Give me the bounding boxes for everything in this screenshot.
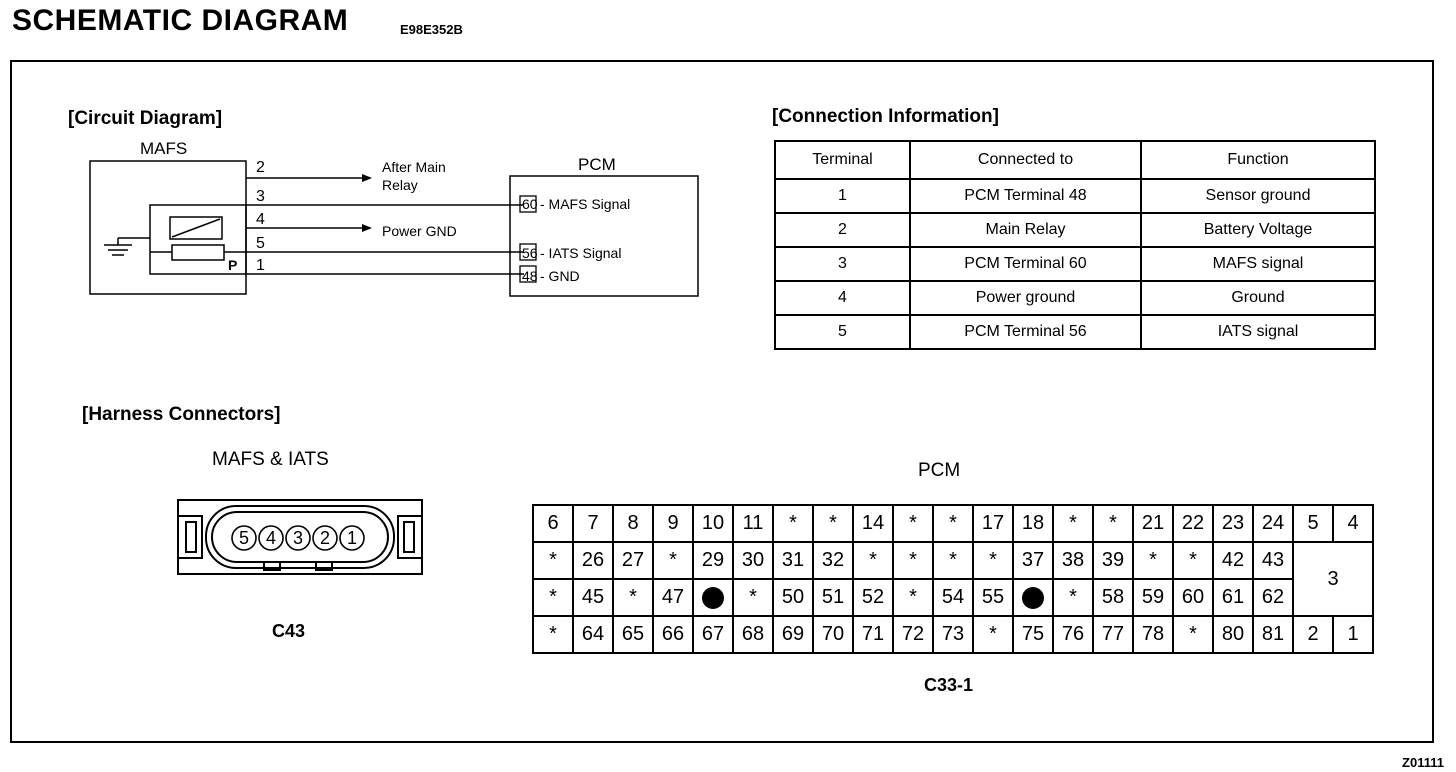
table-row: [775, 315, 1375, 349]
pcm-pin-cell: *: [533, 542, 573, 579]
pcm-terminal-48: 48: [522, 268, 538, 284]
pin-3-label: 3: [256, 188, 265, 205]
pcm-pin-cell: 2: [1293, 616, 1333, 653]
pcm-pin-cell: 31: [773, 542, 813, 579]
arrow-icon: [362, 174, 372, 182]
pcm-pin-cell: *: [853, 542, 893, 579]
pcm-pin-cell: 37: [1013, 542, 1053, 579]
pcm-pin-cell: 60: [1173, 579, 1213, 616]
pcm-pin-cell: 62: [1253, 579, 1293, 616]
p-label: P: [228, 257, 238, 273]
pcm-pin-cell: *: [933, 542, 973, 579]
column-header: Connected to: [910, 141, 1141, 179]
table-cell: 5: [775, 315, 910, 349]
pcm-pin-cell: 18: [1013, 505, 1053, 542]
pcm-pin-cell: 71: [853, 616, 893, 653]
table-cell: 2: [775, 213, 910, 247]
circuit-diagram: [0, 0, 720, 310]
pcm-pin-cell: 14: [853, 505, 893, 542]
mafs-connector-drawing: [170, 488, 430, 588]
pcm-pin-cell: 5: [1293, 505, 1333, 542]
pcm-pin-cell: 55: [973, 579, 1013, 616]
pin-label: 5: [238, 528, 250, 548]
pcm-pin-cell: 75: [1013, 616, 1053, 653]
pcm-pin-cell: 9: [653, 505, 693, 542]
pcm-pin-cell: 45: [573, 579, 613, 616]
power-gnd-label: Power GND: [382, 223, 457, 239]
pcm-pin-cell: 77: [1093, 616, 1133, 653]
table-cell: PCM Terminal 48: [910, 179, 1141, 213]
table-row: [775, 179, 1375, 213]
pcm-pin-cell: *: [973, 542, 1013, 579]
page-id: Z01111: [1402, 755, 1444, 770]
pcm-pin-cell: *: [653, 542, 693, 579]
table-cell: Battery Voltage: [1141, 213, 1375, 247]
pcm-pin-cell: 10: [693, 505, 733, 542]
pin-label: 3: [292, 528, 304, 548]
column-header: Terminal: [775, 141, 910, 179]
blank-pin-dot-icon: [702, 587, 724, 609]
pcm-pin-cell: 81: [1253, 616, 1293, 653]
harness-connectors-heading: [Harness Connectors]: [82, 404, 281, 425]
pcm-pin-cell: 51: [813, 579, 853, 616]
table-cell: IATS signal: [1141, 315, 1375, 349]
pcm-pin-cell: 8: [613, 505, 653, 542]
pcm-pin-cell: 59: [1133, 579, 1173, 616]
pcm-pin-cell: 67: [693, 616, 733, 653]
connection-info-heading: [Connection Information]: [772, 106, 999, 127]
pcm-pin-cell: 11: [733, 505, 773, 542]
c43-connector-label: C43: [272, 621, 306, 641]
pcm-pin-cell: [1013, 579, 1053, 616]
pcm-pin-cell: 27: [613, 542, 653, 579]
pcm-pin-cell: 50: [773, 579, 813, 616]
table-cell: Main Relay: [910, 213, 1141, 247]
pcm-pin-cell-merged: 3: [1293, 542, 1373, 616]
pin-1-label: 1: [256, 257, 265, 274]
pcm-pin-cell: 29: [693, 542, 733, 579]
pcm-pin-cell: *: [1133, 542, 1173, 579]
pcm-pin-cell: 6: [533, 505, 573, 542]
arrow-icon: [362, 224, 372, 232]
pcm-pin-cell: 80: [1213, 616, 1253, 653]
pcm-pin-cell: 58: [1093, 579, 1133, 616]
pcm-pin-cell: *: [533, 616, 573, 653]
pcm-pin-cell: *: [893, 542, 933, 579]
pcm-pin-cell: *: [1173, 616, 1213, 653]
pcm-pin-cell: 66: [653, 616, 693, 653]
table-cell: PCM Terminal 56: [910, 315, 1141, 349]
pcm-pin-cell: 64: [573, 616, 613, 653]
table-row: [775, 281, 1375, 315]
pcm-pin-cell: 76: [1053, 616, 1093, 653]
pcm-pin-cell: 52: [853, 579, 893, 616]
pcm-pin-cell: 30: [733, 542, 773, 579]
pin-label: 4: [265, 528, 277, 548]
pcm-pin-cell: 78: [1133, 616, 1173, 653]
relay-label: Relay: [382, 177, 418, 193]
pcm-pin-cell: *: [813, 505, 853, 542]
pcm-terminal-56-label: - IATS Signal: [540, 245, 622, 261]
pcm-pin-cell: *: [893, 505, 933, 542]
pcm-pin-cell: *: [1093, 505, 1133, 542]
pcm-pin-cell: *: [1053, 579, 1093, 616]
pcm-pin-cell: *: [1173, 542, 1213, 579]
pcm-grid-row: [533, 505, 1373, 542]
pin-label: 2: [319, 528, 331, 548]
circuit-diagram-heading: [Circuit Diagram]: [68, 108, 223, 129]
pcm-pin-cell: 73: [933, 616, 973, 653]
pcm-pin-cell: *: [613, 579, 653, 616]
wires: [104, 178, 524, 274]
pcm-terminal-56: 56: [522, 245, 538, 261]
pin-label: 1: [346, 528, 358, 548]
pcm-pin-cell: 70: [813, 616, 853, 653]
pcm-pin-cell: *: [1053, 505, 1093, 542]
table-row: [775, 247, 1375, 281]
table-cell: Sensor ground: [1141, 179, 1375, 213]
pcm-box: [510, 176, 698, 296]
pcm-pin-cell: 47: [653, 579, 693, 616]
after-main-label: After Main: [382, 159, 446, 175]
pcm-grid-row: [533, 616, 1373, 653]
pcm-pin-cell: *: [893, 579, 933, 616]
pin-4-label: 4: [256, 211, 265, 228]
pcm-connector-title: PCM: [918, 460, 961, 481]
pcm-pin-cell: 65: [613, 616, 653, 653]
pcm-pin-cell: 54: [933, 579, 973, 616]
table-cell: MAFS signal: [1141, 247, 1375, 281]
pin-2-label: 2: [256, 159, 265, 176]
table-cell: 1: [775, 179, 910, 213]
page-title: SCHEMATIC DIAGRAM: [12, 4, 349, 37]
blank-pin-dot-icon: [1022, 587, 1044, 609]
pcm-pin-cell: 43: [1253, 542, 1293, 579]
table-header-row: [775, 141, 1375, 179]
pcm-pin-cell: 17: [973, 505, 1013, 542]
pcm-pin-cell: 69: [773, 616, 813, 653]
pcm-pin-cell: 22: [1173, 505, 1213, 542]
pcm-pin-cell: 32: [813, 542, 853, 579]
pcm-pin-cell: 38: [1053, 542, 1093, 579]
pcm-terminal-60-label: - MAFS Signal: [540, 196, 631, 212]
pcm-pin-cell: 61: [1213, 579, 1253, 616]
pcm-pin-cell: *: [773, 505, 813, 542]
table-cell: Ground: [1141, 281, 1375, 315]
table-cell: Power ground: [910, 281, 1141, 315]
pcm-pin-cell: 7: [573, 505, 613, 542]
pcm-pin-cell: *: [933, 505, 973, 542]
resistor-element: [172, 245, 224, 260]
pcm-pin-cell: *: [733, 579, 773, 616]
pcm-grid-row: [533, 579, 1373, 616]
pcm-terminal-48-label: - GND: [540, 268, 580, 284]
pcm-pin-cell: 1: [1333, 616, 1373, 653]
pcm-pin-cell: 21: [1133, 505, 1173, 542]
table-cell: 3: [775, 247, 910, 281]
table-row: [775, 213, 1375, 247]
pcm-pin-cell: 24: [1253, 505, 1293, 542]
pcm-label: PCM: [578, 155, 616, 174]
pcm-pin-cell: *: [973, 616, 1013, 653]
pcm-terminal-60: 60: [522, 196, 538, 212]
c33-connector-label: C33-1: [924, 675, 974, 695]
pin-5-label: 5: [256, 235, 265, 252]
mafs-iats-title: MAFS & IATS: [212, 449, 329, 470]
mafs-label: MAFS: [140, 139, 188, 158]
table-cell: 4: [775, 281, 910, 315]
pcm-pin-cell: 42: [1213, 542, 1253, 579]
pcm-pin-cell: 26: [573, 542, 613, 579]
pcm-pin-cell: 72: [893, 616, 933, 653]
column-header: Function: [1141, 141, 1375, 179]
document-code: E98E352B: [400, 22, 463, 37]
pcm-pin-cell: 4: [1333, 505, 1373, 542]
table-cell: PCM Terminal 60: [910, 247, 1141, 281]
pcm-pin-cell: 23: [1213, 505, 1253, 542]
pcm-pin-cell: 39: [1093, 542, 1133, 579]
pcm-pin-cell: 68: [733, 616, 773, 653]
connection-table: [774, 140, 1376, 350]
pcm-pin-cell: *: [533, 579, 573, 616]
pcm-pin-grid: [532, 504, 1374, 654]
pcm-grid-row: [533, 542, 1373, 579]
pcm-pin-cell: [693, 579, 733, 616]
